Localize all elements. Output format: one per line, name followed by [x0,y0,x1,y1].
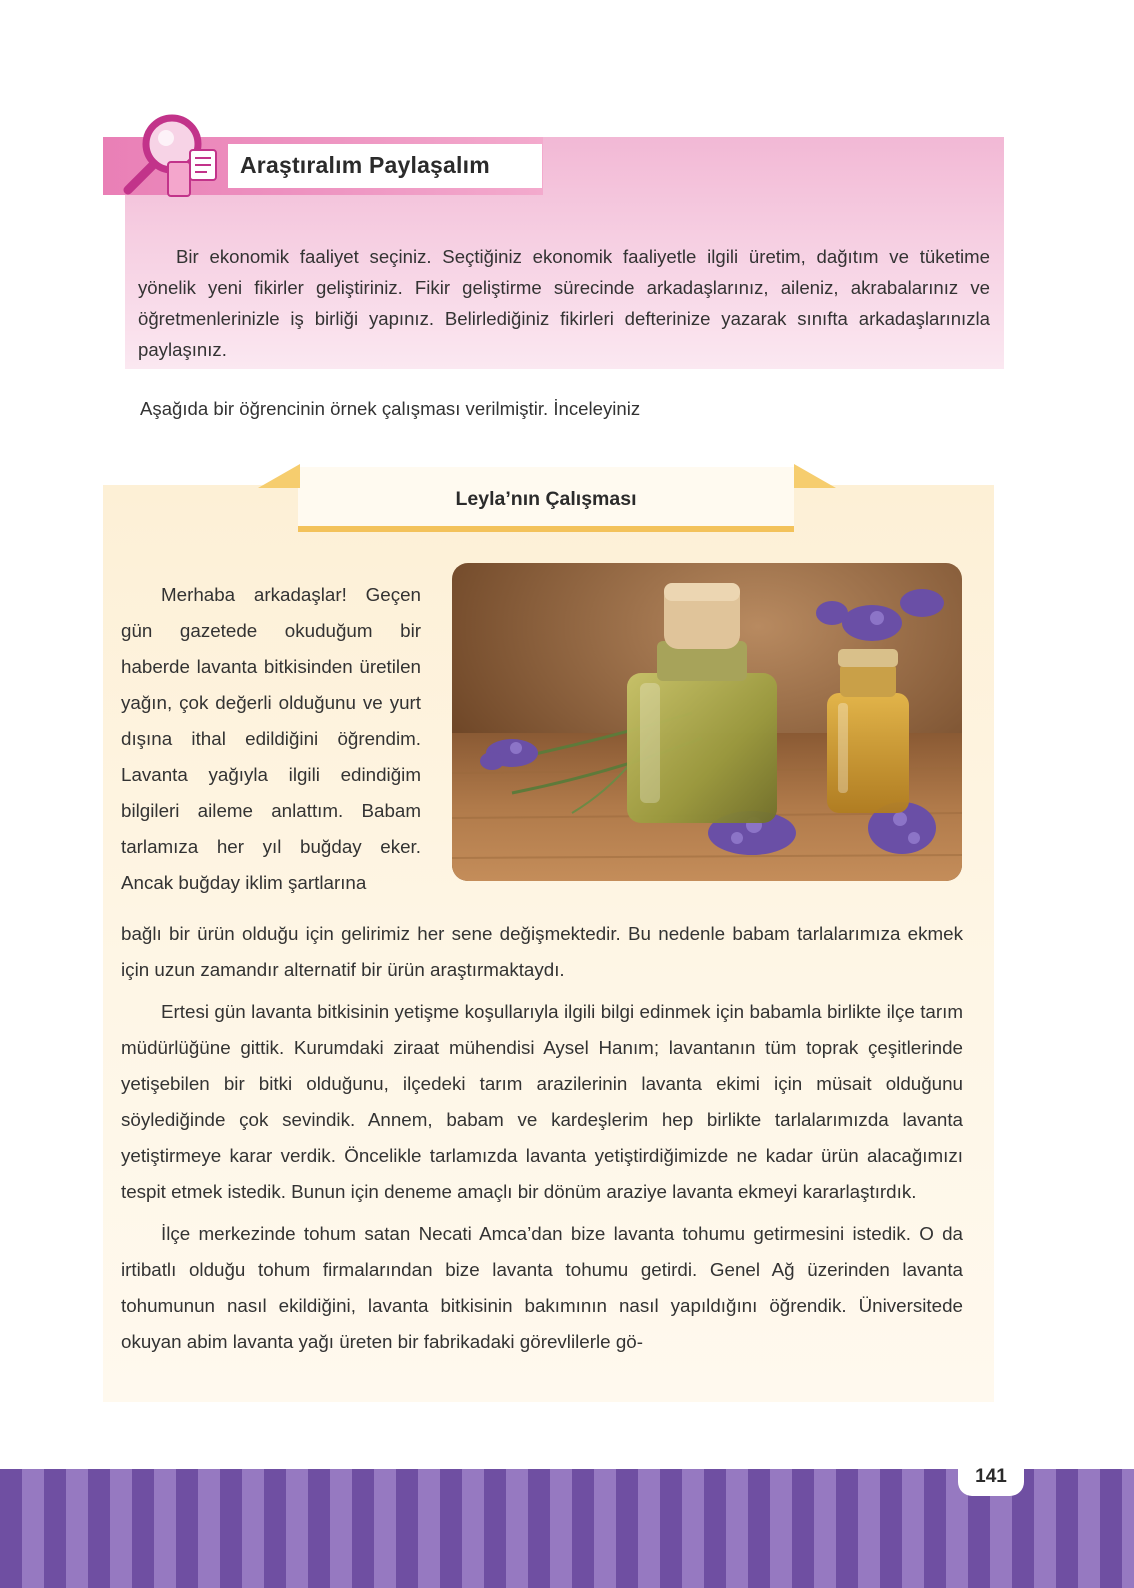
research-title: Araştıralım Paylaşalım [240,152,490,178]
triangle-right-icon [794,464,836,488]
page-number: 141 [975,1466,1007,1487]
intro-text: Aşağıda bir öğrencinin örnek çalışması verilmiştir. İnceleyiniz [140,398,641,419]
leyla-body [121,916,963,1360]
leyla-paragraph-2: Ertesi gün lavanta bitkisinin yetişme koşullarıyla ilgili bilgi edinmek için babamla birlikte ilçe tarım müdürlüğüne gittik. Kurumdaki ziraat mühendisi Aysel Hanım; lavantanın tüm toprak çeşitlerinde yetişebilen bir bitki olduğunu, ilçedeki tarım arazilerinin lavanta ekimi için müsait olduğunu söylediğinde çok sevindik. Annem, babam ve kardeşlerim hep birlikte tarlalarımızda lavanta yetiştirmeye karar verdik. Öncelikle tarlamızda lavanta yetiştirdiğimizde ne kadar ürün alacağımızı tespit etmek istedik. Bunun için deneme amaçlı bir dönüm araziye lavanta ekmeyi kararlaştırdık. [121,1001,963,1202]
magnifier-icon [120,112,230,208]
leyla-title: Leyla’nın Çalışması [455,488,637,510]
research-text: Bir ekonomik faaliyet seçiniz. Seçtiğiniz ekonomik faaliyetle ilgili üretim, dağıtım ve tüketime yönelik yeni fikirler geliştiriniz. Fikir geliştirme sürecinde arkadaşlarınız, aileniz, akrabalarınız ve öğretmenlerinizle iş birliği yapınız. Belirlediğiniz fikirleri defterinize yazarak sınıfta arkadaşlarınızla paylaşınız. [138,245,990,360]
triangle-left-icon [258,464,300,488]
leyla-title-underline [298,526,794,532]
lavender-oil-photo [452,563,962,881]
leyla-paragraph-1-bottom: bağlı bir ürün olduğu için gelirimiz her sene değişmektedir. Bu nedenle babam tarlalarımıza ekmek için uzun zamandır alternatif bir ürün araştırmaktaydı. [121,923,963,980]
leyla-paragraph-3: İlçe merkezinde tohum satan Necati Amca’dan bize lavanta tohumu getirmesini istedik. O da irtibatlı olduğu tohum firmalarından bize lavanta tohumu getirdi. Genel Ağ üzerinden lavanta tohumunun nasıl ekildiğini, lavanta bitkisinin bakımının nasıl yapıldığını öğrendik. Üniversitede okuyan abim lavanta yağı üreten bir fabrikadaki görevlilerle gö- [121,1223,963,1352]
leyla-paragraph-1-top: Merhaba arkadaşlar! Geçen gün gazetede okuduğum bir haberde lavanta bitkisinden üretilen yağın, çok değerli olduğunu ve yurt dışına ithal edildiğini öğrendim. Lavanta yağıyla ilgili edindiğim bilgileri aileme anlattım. Babam tarlamıza her yıl buğday eker. Ancak buğday iklim şartlarına [121,583,421,893]
